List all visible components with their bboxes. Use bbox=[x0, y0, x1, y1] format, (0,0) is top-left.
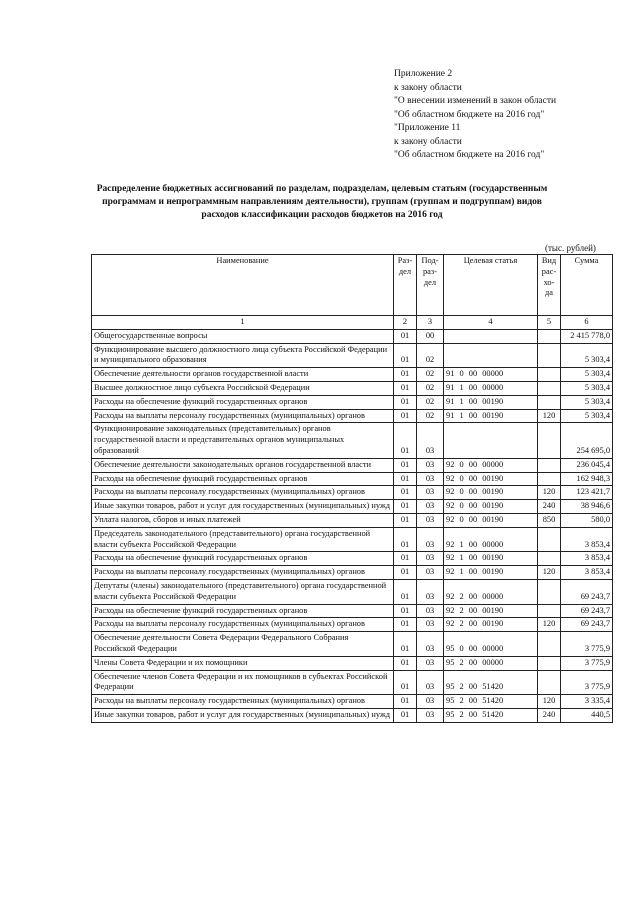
cell-razdel: 01 bbox=[394, 381, 417, 395]
cell-razdel: 01 bbox=[394, 618, 417, 632]
cell-sum: 3 335,4 bbox=[561, 695, 613, 709]
cell-razdel: 01 bbox=[394, 329, 417, 343]
cell-sum: 5 303,4 bbox=[561, 368, 613, 382]
appendix-line: "Об областном бюджете на 2016 год" bbox=[394, 109, 545, 120]
cell-sum: 38 946,6 bbox=[561, 500, 613, 514]
cell-name: Расходы на обеспечение функций государственных органов bbox=[92, 395, 394, 409]
appendix-line: Приложение 2 bbox=[394, 69, 453, 79]
cell-vid bbox=[538, 670, 561, 695]
cell-name: Обеспечение деятельности Совета Федерации Федерального Собрания Российской Федерации bbox=[92, 632, 394, 657]
cell-target: 92 0 00 00190 bbox=[444, 472, 538, 486]
cell-vid bbox=[538, 329, 561, 343]
cell-name: Расходы на обеспечение функций государственных органов bbox=[92, 472, 394, 486]
cell-podrazdel: 03 bbox=[417, 500, 444, 514]
table-body bbox=[92, 329, 613, 722]
cell-target: 92 1 00 00000 bbox=[444, 527, 538, 552]
table-row bbox=[92, 579, 613, 604]
cell-target: 95 2 00 51420 bbox=[444, 670, 538, 695]
cell-sum: 236 045,4 bbox=[561, 458, 613, 472]
table-row bbox=[92, 395, 613, 409]
cell-sum: 3 853,4 bbox=[561, 566, 613, 580]
cell-target: 92 2 00 00190 bbox=[444, 604, 538, 618]
cell-podrazdel: 03 bbox=[417, 708, 444, 722]
cell-podrazdel: 03 bbox=[417, 618, 444, 632]
cell-vid: 240 bbox=[538, 500, 561, 514]
cell-razdel: 01 bbox=[394, 695, 417, 709]
table-row bbox=[92, 458, 613, 472]
cell-name: Функционирование законодательных (представительных) органов государственной власти и представительных органов муниципальных образований bbox=[92, 423, 394, 458]
table-row bbox=[92, 566, 613, 580]
cell-target: 95 2 00 51420 bbox=[444, 695, 538, 709]
cell-podrazdel: 02 bbox=[417, 395, 444, 409]
table-row bbox=[92, 486, 613, 500]
cell-vid bbox=[538, 458, 561, 472]
cell-razdel: 01 bbox=[394, 500, 417, 514]
cell-razdel: 01 bbox=[394, 409, 417, 423]
cell-target: 92 1 00 00190 bbox=[444, 552, 538, 566]
cell-target: 92 0 00 00000 bbox=[444, 458, 538, 472]
table-row bbox=[92, 500, 613, 514]
cell-sum: 123 421,7 bbox=[561, 486, 613, 500]
cell-sum: 2 415 778,0 bbox=[561, 329, 613, 343]
document-title: Распределение бюджетных ассигнований по разделам, подразделам, целевым статьям (государственным программам и непрограммным направлениям деятельности), группам (группам и подгруппам) видов расходов классификации расходов бюджетов на 2016 год bbox=[96, 184, 548, 220]
cell-name: Расходы на выплаты персоналу государственных (муниципальных) органов bbox=[92, 695, 394, 709]
cell-sum: 5 303,4 bbox=[561, 395, 613, 409]
budget-table bbox=[91, 254, 613, 723]
cell-target: 92 0 00 00190 bbox=[444, 513, 538, 527]
cell-razdel: 01 bbox=[394, 527, 417, 552]
cell-podrazdel: 03 bbox=[417, 486, 444, 500]
cell-vid bbox=[538, 632, 561, 657]
cell-podrazdel: 03 bbox=[417, 670, 444, 695]
cell-podrazdel: 03 bbox=[417, 458, 444, 472]
table-row bbox=[92, 527, 613, 552]
cell-name: Члены Совета Федерации и их помощники bbox=[92, 656, 394, 670]
header-name: Наименование bbox=[92, 255, 394, 316]
table-row bbox=[92, 368, 613, 382]
cell-name: Обеспечение деятельности законодательных органов государственной власти bbox=[92, 458, 394, 472]
header-vid: Вид рас- хо- да bbox=[538, 255, 561, 316]
index-cell: 1 bbox=[92, 316, 394, 330]
cell-name: Расходы на выплаты персоналу государственных (муниципальных) органов bbox=[92, 409, 394, 423]
cell-vid: 120 bbox=[538, 486, 561, 500]
cell-razdel: 01 bbox=[394, 513, 417, 527]
cell-name: Депутаты (члены) законодательного (представительного) органа государственной власти субъекта Российской Федерации bbox=[92, 579, 394, 604]
cell-podrazdel: 03 bbox=[417, 632, 444, 657]
header-podrazdel: Под- раз- дел bbox=[417, 255, 444, 316]
cell-sum: 3 853,4 bbox=[561, 552, 613, 566]
table-row bbox=[92, 409, 613, 423]
table-row bbox=[92, 604, 613, 618]
appendix-line: к закону области bbox=[394, 136, 462, 147]
cell-vid bbox=[538, 395, 561, 409]
appendix-block bbox=[394, 68, 556, 163]
cell-sum: 69 243,7 bbox=[561, 604, 613, 618]
cell-name: Высшее должностное лицо субъекта Российской Федерации bbox=[92, 381, 394, 395]
cell-razdel: 01 bbox=[394, 395, 417, 409]
cell-vid: 850 bbox=[538, 513, 561, 527]
cell-razdel: 01 bbox=[394, 368, 417, 382]
cell-name: Обеспечение деятельности органов государственной власти bbox=[92, 368, 394, 382]
cell-razdel: 01 bbox=[394, 423, 417, 458]
cell-vid bbox=[538, 604, 561, 618]
table-row bbox=[92, 618, 613, 632]
cell-podrazdel: 00 bbox=[417, 329, 444, 343]
cell-target bbox=[444, 423, 538, 458]
cell-name: Иные закупки товаров, работ и услуг для государственных (муниципальных) нужд bbox=[92, 500, 394, 514]
cell-target: 95 2 00 00000 bbox=[444, 656, 538, 670]
index-cell: 5 bbox=[538, 316, 561, 330]
cell-razdel: 01 bbox=[394, 579, 417, 604]
cell-name: Уплата налогов, сборов и иных платежей bbox=[92, 513, 394, 527]
cell-sum: 69 243,7 bbox=[561, 618, 613, 632]
cell-sum: 5 303,4 bbox=[561, 381, 613, 395]
column-index-row bbox=[92, 316, 613, 330]
cell-target: 91 1 00 00000 bbox=[444, 381, 538, 395]
table-row bbox=[92, 708, 613, 722]
cell-target: 92 2 00 00190 bbox=[444, 618, 538, 632]
cell-sum: 440,5 bbox=[561, 708, 613, 722]
header-razdel: Раз- дел bbox=[394, 255, 417, 316]
table-row bbox=[92, 513, 613, 527]
cell-name: Расходы на выплаты персоналу государственных (муниципальных) органов bbox=[92, 486, 394, 500]
cell-razdel: 01 bbox=[394, 343, 417, 368]
cell-name: Расходы на обеспечение функций государственных органов bbox=[92, 552, 394, 566]
cell-vid bbox=[538, 343, 561, 368]
index-cell: 3 bbox=[417, 316, 444, 330]
cell-vid bbox=[538, 381, 561, 395]
cell-podrazdel: 02 bbox=[417, 381, 444, 395]
cell-target: 92 0 00 00190 bbox=[444, 500, 538, 514]
cell-razdel: 01 bbox=[394, 656, 417, 670]
cell-sum: 254 695,0 bbox=[561, 423, 613, 458]
cell-vid bbox=[538, 579, 561, 604]
cell-razdel: 01 bbox=[394, 708, 417, 722]
table-row bbox=[92, 472, 613, 486]
index-cell: 4 bbox=[444, 316, 538, 330]
table-row bbox=[92, 381, 613, 395]
header-sum: Сумма bbox=[561, 255, 613, 316]
table-row bbox=[92, 695, 613, 709]
cell-name: Расходы на обеспечение функций государственных органов bbox=[92, 604, 394, 618]
cell-target: 92 2 00 00000 bbox=[444, 579, 538, 604]
cell-vid bbox=[538, 472, 561, 486]
cell-vid bbox=[538, 423, 561, 458]
cell-podrazdel: 03 bbox=[417, 656, 444, 670]
cell-razdel: 01 bbox=[394, 472, 417, 486]
cell-sum: 5 303,4 bbox=[561, 409, 613, 423]
cell-vid: 120 bbox=[538, 566, 561, 580]
cell-target: 92 1 00 00190 bbox=[444, 566, 538, 580]
appendix-line: к закону области bbox=[394, 82, 462, 93]
cell-target: 91 0 00 00000 bbox=[444, 368, 538, 382]
cell-vid: 240 bbox=[538, 708, 561, 722]
cell-name: Функционирование высшего должностного лица субъекта Российской Федерации и муниципального образования bbox=[92, 343, 394, 368]
appendix-line: "О внесении изменений в закон области bbox=[394, 96, 557, 106]
header-target: Целевая статья bbox=[444, 255, 538, 316]
cell-target: 91 1 00 00190 bbox=[444, 395, 538, 409]
cell-vid bbox=[538, 527, 561, 552]
cell-vid: 120 bbox=[538, 695, 561, 709]
index-cell: 6 bbox=[561, 316, 613, 330]
cell-target bbox=[444, 329, 538, 343]
cell-sum: 69 243,7 bbox=[561, 579, 613, 604]
cell-target: 92 0 00 00190 bbox=[444, 486, 538, 500]
cell-sum: 5 303,4 bbox=[561, 343, 613, 368]
cell-sum: 3 775,9 bbox=[561, 656, 613, 670]
cell-name: Иные закупки товаров, работ и услуг для государственных (муниципальных) нужд bbox=[92, 708, 394, 722]
table-row bbox=[92, 656, 613, 670]
cell-vid: 120 bbox=[538, 618, 561, 632]
cell-sum: 3 853,4 bbox=[561, 527, 613, 552]
cell-name: Расходы на выплаты персоналу государственных (муниципальных) органов bbox=[92, 566, 394, 580]
cell-podrazdel: 02 bbox=[417, 343, 444, 368]
cell-razdel: 01 bbox=[394, 604, 417, 618]
table-row bbox=[92, 670, 613, 695]
cell-target: 95 0 00 00000 bbox=[444, 632, 538, 657]
cell-podrazdel: 02 bbox=[417, 409, 444, 423]
table-row bbox=[92, 552, 613, 566]
cell-razdel: 01 bbox=[394, 486, 417, 500]
cell-podrazdel: 03 bbox=[417, 566, 444, 580]
cell-razdel: 01 bbox=[394, 552, 417, 566]
cell-name: Обеспечение членов Совета Федерации и их помощников в субъектах Российской Федерации bbox=[92, 670, 394, 695]
cell-podrazdel: 03 bbox=[417, 579, 444, 604]
cell-target: 95 2 00 51420 bbox=[444, 708, 538, 722]
cell-podrazdel: 03 bbox=[417, 513, 444, 527]
table-row bbox=[92, 423, 613, 458]
cell-name: Общегосударственные вопросы bbox=[92, 329, 394, 343]
cell-podrazdel: 03 bbox=[417, 472, 444, 486]
cell-vid bbox=[538, 656, 561, 670]
cell-target bbox=[444, 343, 538, 368]
table-row bbox=[92, 343, 613, 368]
cell-sum: 3 775,9 bbox=[561, 632, 613, 657]
index-cell: 2 bbox=[394, 316, 417, 330]
table-header-row bbox=[92, 255, 613, 316]
cell-podrazdel: 03 bbox=[417, 604, 444, 618]
appendix-line: "Приложение 11 bbox=[394, 123, 461, 133]
cell-vid: 120 bbox=[538, 409, 561, 423]
cell-name: Расходы на выплаты персоналу государственных (муниципальных) органов bbox=[92, 618, 394, 632]
cell-razdel: 01 bbox=[394, 566, 417, 580]
units-label: (тыс. рублей) bbox=[545, 243, 596, 253]
cell-target: 91 1 00 00190 bbox=[444, 409, 538, 423]
table-row bbox=[92, 329, 613, 343]
cell-name: Председатель законодательного (представительного) органа государственной власти субъекта Российской Федерации bbox=[92, 527, 394, 552]
cell-razdel: 01 bbox=[394, 458, 417, 472]
cell-podrazdel: 02 bbox=[417, 368, 444, 382]
cell-sum: 3 775,9 bbox=[561, 670, 613, 695]
cell-podrazdel: 03 bbox=[417, 527, 444, 552]
table-row bbox=[92, 632, 613, 657]
cell-razdel: 01 bbox=[394, 670, 417, 695]
cell-sum: 162 948,3 bbox=[561, 472, 613, 486]
cell-podrazdel: 03 bbox=[417, 695, 444, 709]
cell-vid bbox=[538, 368, 561, 382]
appendix-line: "Об областном бюджете на 2016 год" bbox=[394, 150, 545, 160]
cell-razdel: 01 bbox=[394, 632, 417, 657]
cell-podrazdel: 03 bbox=[417, 423, 444, 458]
cell-vid bbox=[538, 552, 561, 566]
cell-sum: 580,0 bbox=[561, 513, 613, 527]
cell-podrazdel: 03 bbox=[417, 552, 444, 566]
